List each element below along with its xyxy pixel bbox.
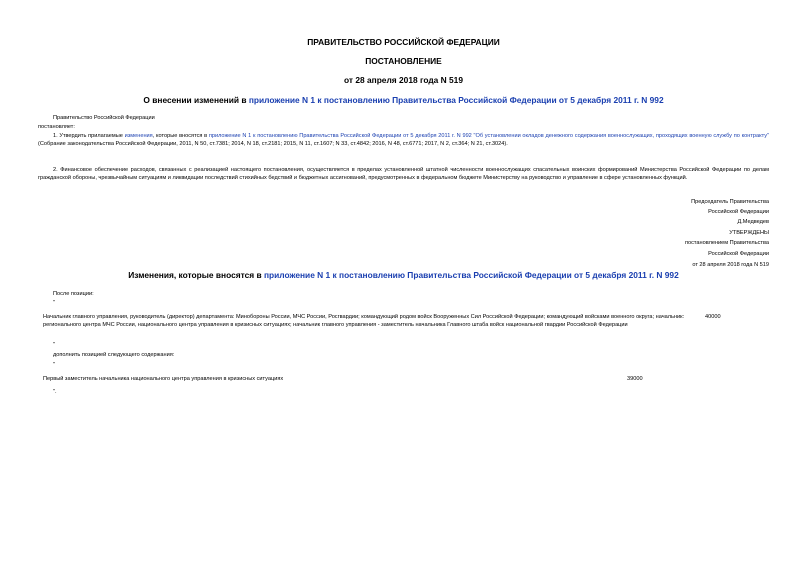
changes-title-link[interactable]: приложение N 1 к постановлению Правительства Российской Федерации от 5 декабря 2011 г. N 992 xyxy=(263,270,679,280)
quote-close-1: " xyxy=(53,342,55,348)
after-position-label: После позиции: xyxy=(53,291,94,297)
subject-link[interactable]: приложение N 1 к постановлению Правительства Российской Федерации от 5 декабря 2011 г. N 992 xyxy=(248,95,664,105)
header-doc-type: ПОСТАНОВЛЕНИЕ xyxy=(365,56,442,66)
p1-link-appendix[interactable]: приложение N 1 к постановлению Правительства Российской Федерации от 5 декабря 2011 г. N 992 "Об установлении окладов денежного содержания военнослужащих, проходящих военную службу по контракту" xyxy=(208,133,769,139)
quote-close-2: ". xyxy=(53,389,57,395)
table-row-1-value: 40000 xyxy=(705,314,721,320)
table-row-2-value: 39000 xyxy=(627,376,643,382)
preamble-line1: Правительство Российской Федерации xyxy=(53,115,155,121)
approved-date: от 28 апреля 2018 года N 519 xyxy=(692,262,769,268)
signature-line3: Д.Медведев xyxy=(737,219,769,225)
p1-text-c: (Собрание законодательства Российской Федерации, 2011, N 50, ст.7381; 2014, N 18, ст.2181; 2015, N 11, ст.1607; N 33, ст.4842; 2016, N 48, ст.6771; 2017, N 2, ст.364; N 21, ст.3024). xyxy=(38,140,508,147)
p1-text-b: , которые вносятся в xyxy=(152,133,209,139)
header-date-number: от 28 апреля 2018 года N 519 xyxy=(344,75,463,85)
approved-line2: постановлением Правительства xyxy=(684,240,769,246)
preamble-line2: постановляет: xyxy=(38,124,75,130)
table-row-1-text: Начальник главного управления, руководитель (директор) департамента: Минобороны России, МЧС России, Росгвардии; командующий родом войск Вооруженных Сил Российской Федерации; командующий войсками военного округа; начальник: регионального центра МЧС России, национального центра управления в кризисных ситуациях; начальник главного управления - заместитель начальника Главного штаба войск национальной гвардии Российской Федерации xyxy=(43,314,685,328)
add-position-label: дополнить позицией следующего содержания: xyxy=(53,352,175,358)
paragraph-2: 2. Финансовое обеспечение расходов, связанных с реализацией настоящего постановления, осуществляется в пределах установленной штатной численности военнослужащих спасательных воинских формирований Министерства Российской Федерации по делам гражданской обороны, чрезвычайным ситуациям и ликвидации последствий стихийных бедствий и бюджетных ассигнований, предусмотренных в федеральном бюджете Министерству на руководство и управление в сфере установленных функций. xyxy=(38,167,769,181)
table-row-2-text: Первый заместитель начальника национального центра управления в кризисных ситуациях xyxy=(43,376,284,382)
signature-line1: Председатель Правительства xyxy=(691,199,769,205)
p1-link-changes[interactable]: изменения xyxy=(124,133,153,139)
subject-prefix: О внесении изменений в xyxy=(143,95,249,105)
paragraph-1 xyxy=(38,133,769,149)
changes-title-prefix: Изменения, которые вносятся в xyxy=(128,270,264,280)
quote-open-2: " xyxy=(53,362,55,368)
header-subject xyxy=(0,95,807,105)
header-government: ПРАВИТЕЛЬСТВО РОССИЙСКОЙ ФЕДЕРАЦИИ xyxy=(307,37,500,47)
changes-title xyxy=(0,270,807,280)
approved-label: УТВЕРЖДЕНЫ xyxy=(729,230,769,236)
p1-text-a: 1. Утвердить прилагаемые xyxy=(53,133,125,139)
signature-line2: Российской Федерации xyxy=(708,209,769,215)
approved-line3: Российской Федерации xyxy=(708,251,769,257)
quote-open-1: " xyxy=(53,300,55,306)
